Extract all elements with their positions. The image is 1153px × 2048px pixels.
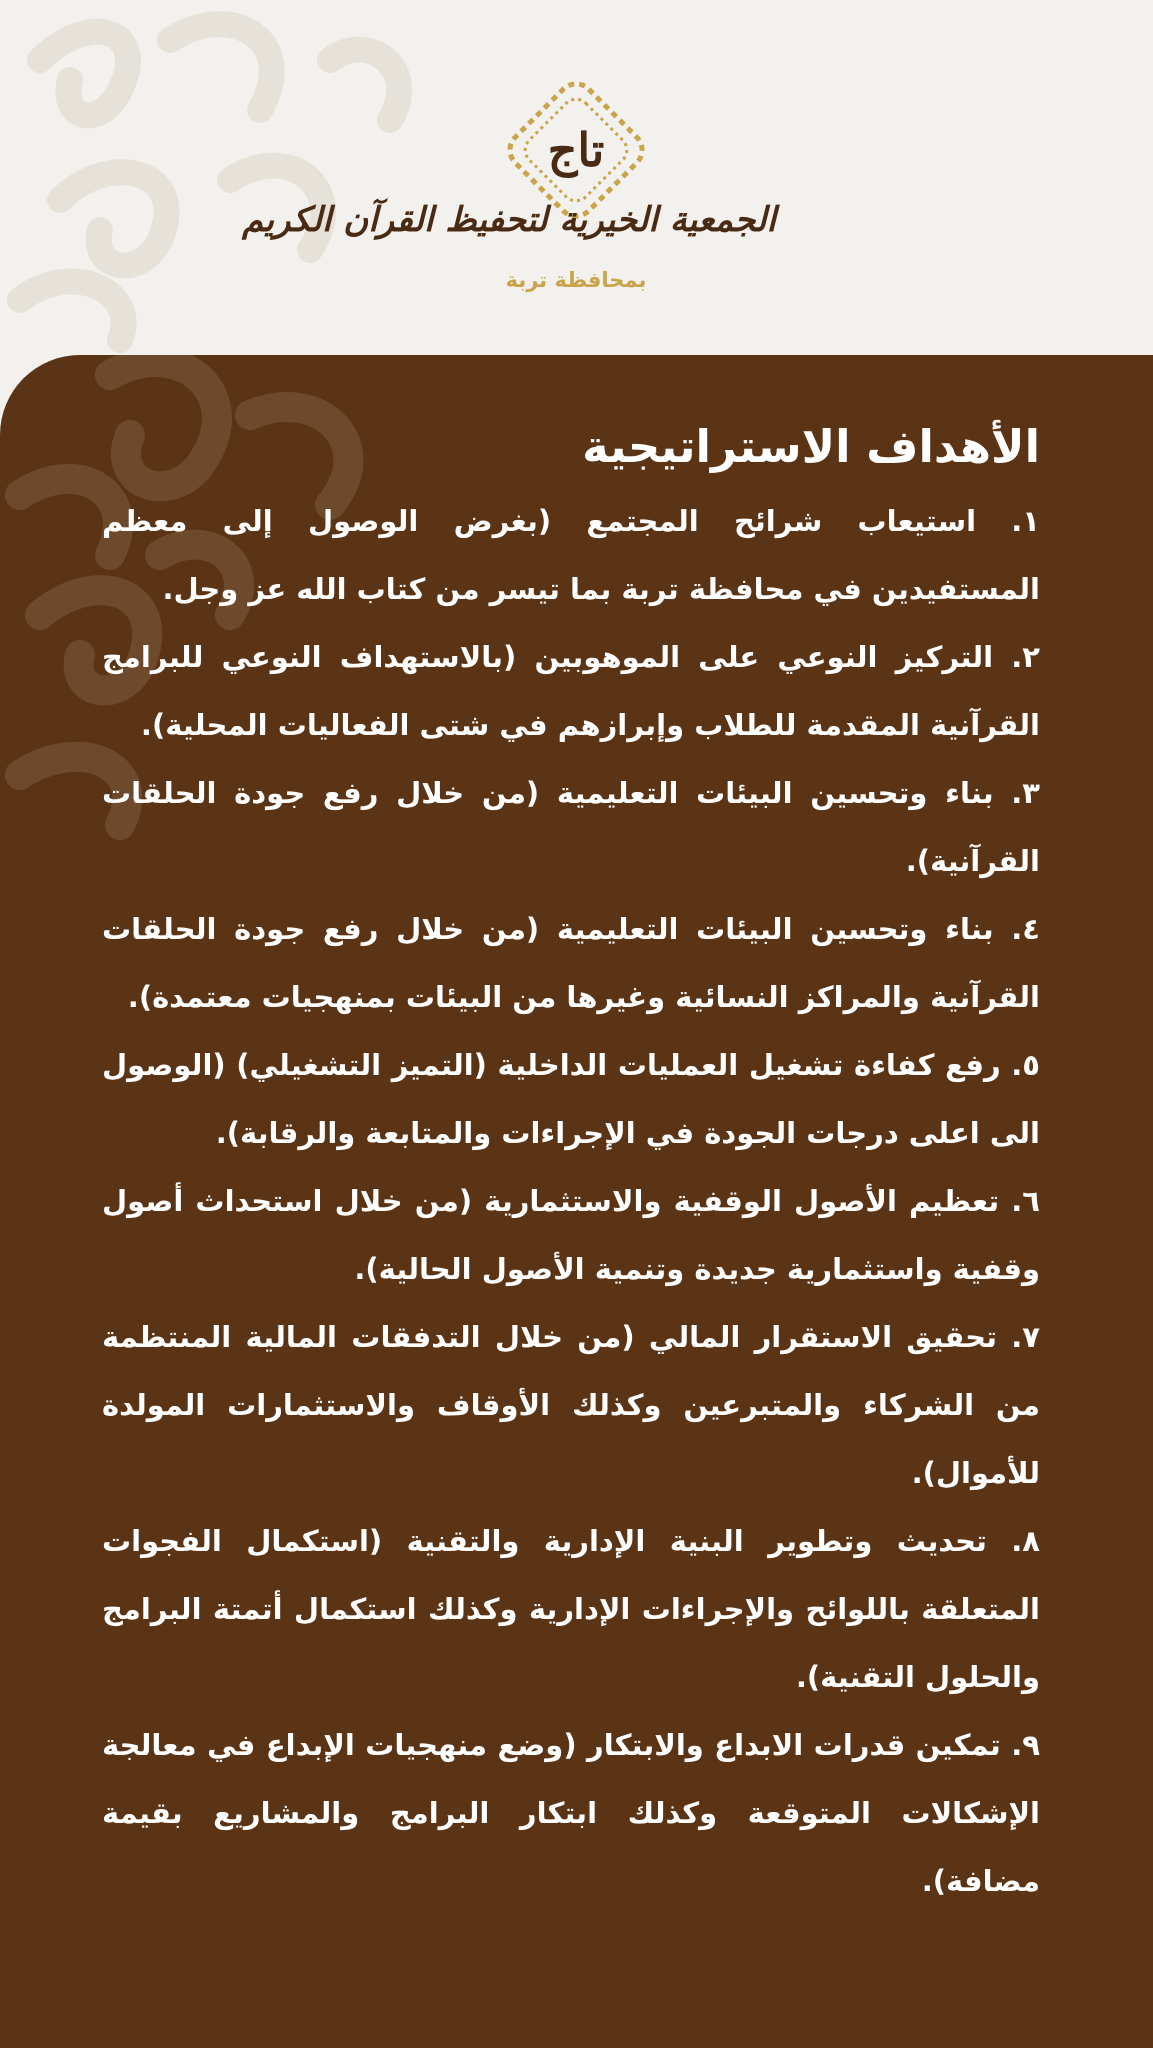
goal-item: ٩. تمكين قدرات الابداع والابتكار (وضع منهجيات الإبداع في معالجة الإشكالات المتوقعة وكذلك ابتكار البرامج والمشاريع بقيمة مضافة). xyxy=(102,1728,1040,1898)
logo xyxy=(241,70,776,310)
goals-list xyxy=(102,487,1040,1915)
goal-item: ٥. رفع كفاءة تشغيل العمليات الداخلية (التميز التشغيلي) (الوصول الى اعلى درجات الجودة في الإجراءات والمتابعة والرقابة). xyxy=(102,1048,1040,1150)
goal-item: ٦. تعظيم الأصول الوقفية والاستثمارية (من خلال استحداث أصول وقفية واستثمارية جديدة وتنمية الأصول الحالية). xyxy=(102,1184,1040,1286)
goal-item: ٤. بناء وتحسين البيئات التعليمية (من خلال رفع جودة الحلقات القرآنية والمراكز النسائية وغيرها من البيئات بمنهجيات معتمدة). xyxy=(102,912,1040,1014)
org-name: الجمعية الخيرية لتحفيظ القرآن الكريم xyxy=(241,200,776,240)
goal-item: ٨. تحديث وتطوير البنية الإدارية والتقنية (استكمال الفجوات المتعلقة باللوائح والإجراءات الإدارية وكذلك استكمال أتمتة البرامج والحلول التقنية). xyxy=(102,1524,1040,1694)
goals-panel xyxy=(0,355,1153,2048)
goals-content xyxy=(102,413,1040,1915)
logo-text: تاج xyxy=(547,123,605,177)
goal-item: ٣. بناء وتحسين البيئات التعليمية (من خلال رفع جودة الحلقات القرآنية). xyxy=(102,776,1040,878)
org-region: بمحافظة تربة xyxy=(505,268,647,292)
section-title: الأهداف الاستراتيجية xyxy=(582,420,1040,473)
header xyxy=(0,0,1153,360)
goal-item: ٧. تحقيق الاستقرار المالي (من خلال التدفقات المالية المنتظمة من الشركاء والمتبرعين وكذلك الأوقاف والاستثمارات المولدة للأموال). xyxy=(102,1320,1040,1490)
goal-item: ١. استيعاب شرائح المجتمع (بغرض الوصول إلى معظم المستفيدين في محافظة تربة بما تيسر من كتاب الله عز وجل. xyxy=(102,504,1040,606)
goal-item: ٢. التركيز النوعي على الموهوبين (بالاستهداف النوعي للبرامج القرآنية المقدمة للطلاب وإبرازهم في شتى الفعاليات المحلية). xyxy=(102,640,1040,742)
